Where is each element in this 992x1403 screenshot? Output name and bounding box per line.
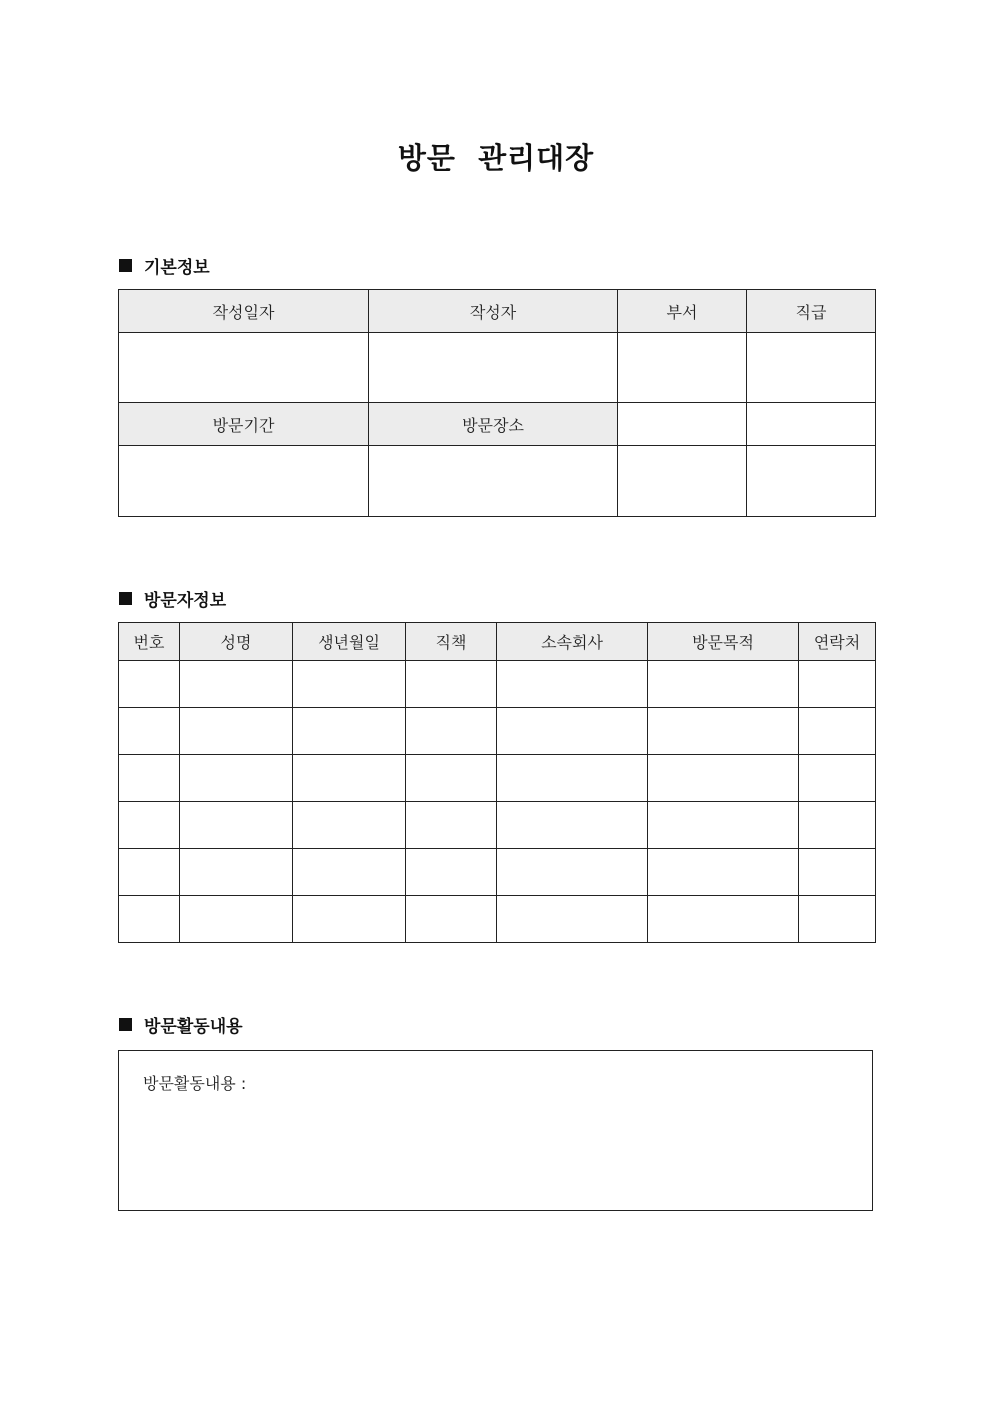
contact-header: 연락처	[799, 623, 876, 661]
number-header: 번호	[119, 623, 180, 661]
company-cell[interactable]	[497, 802, 648, 849]
visitor-info-heading-text: 방문자정보	[144, 590, 227, 611]
table-row	[119, 849, 876, 896]
purpose-cell[interactable]	[648, 661, 799, 708]
department-header: 부서	[618, 290, 747, 333]
number-cell[interactable]	[119, 755, 180, 802]
visit-header-row	[119, 403, 876, 446]
table-row	[119, 661, 876, 708]
square-bullet-icon	[119, 592, 132, 605]
visitor-info-table	[118, 622, 876, 943]
number-cell[interactable]	[119, 708, 180, 755]
position-cell[interactable]	[406, 896, 497, 943]
number-cell[interactable]	[119, 661, 180, 708]
rank-header: 직급	[747, 290, 876, 333]
activity-heading-text: 방문활동내용	[144, 1016, 243, 1037]
square-bullet-icon	[119, 259, 132, 272]
table-row	[119, 802, 876, 849]
birthdate-cell[interactable]	[293, 755, 406, 802]
number-cell[interactable]	[119, 896, 180, 943]
position-cell[interactable]	[406, 708, 497, 755]
number-cell[interactable]	[119, 849, 180, 896]
rank-cell[interactable]	[747, 333, 876, 403]
purpose-cell[interactable]	[648, 896, 799, 943]
birthdate-cell[interactable]	[293, 661, 406, 708]
name-cell[interactable]	[180, 755, 293, 802]
contact-cell[interactable]	[799, 802, 876, 849]
birthdate-cell[interactable]	[293, 849, 406, 896]
birthdate-cell[interactable]	[293, 802, 406, 849]
name-cell[interactable]	[180, 661, 293, 708]
visitor-header-row	[119, 623, 876, 661]
square-bullet-icon	[119, 1018, 132, 1031]
activity-content-label: 방문활동내용 :	[143, 1074, 247, 1093]
basic-info-header-row	[119, 290, 876, 333]
basic-info-value-row	[119, 333, 876, 403]
company-header: 소속회사	[497, 623, 648, 661]
visit-place-header: 방문장소	[369, 403, 618, 446]
empty-cell[interactable]	[618, 403, 747, 446]
table-row	[119, 896, 876, 943]
written-date-header: 작성일자	[119, 290, 369, 333]
author-header: 작성자	[369, 290, 618, 333]
written-date-cell[interactable]	[119, 333, 369, 403]
contact-cell[interactable]	[799, 708, 876, 755]
empty-cell[interactable]	[747, 446, 876, 517]
name-cell[interactable]	[180, 708, 293, 755]
purpose-header: 방문목적	[648, 623, 799, 661]
number-cell[interactable]	[119, 802, 180, 849]
table-row	[119, 755, 876, 802]
position-cell[interactable]	[406, 802, 497, 849]
activity-content-box[interactable]	[118, 1050, 873, 1211]
birthdate-cell[interactable]	[293, 708, 406, 755]
name-cell[interactable]	[180, 896, 293, 943]
department-cell[interactable]	[618, 333, 747, 403]
contact-cell[interactable]	[799, 661, 876, 708]
company-cell[interactable]	[497, 661, 648, 708]
empty-cell[interactable]	[618, 446, 747, 517]
contact-cell[interactable]	[799, 849, 876, 896]
contact-cell[interactable]	[799, 896, 876, 943]
position-cell[interactable]	[406, 755, 497, 802]
name-cell[interactable]	[180, 849, 293, 896]
purpose-cell[interactable]	[648, 849, 799, 896]
contact-cell[interactable]	[799, 755, 876, 802]
company-cell[interactable]	[497, 708, 648, 755]
visit-place-cell[interactable]	[369, 446, 618, 517]
position-cell[interactable]	[406, 661, 497, 708]
visit-value-row	[119, 446, 876, 517]
visitor-info-heading	[119, 587, 226, 609]
company-cell[interactable]	[497, 755, 648, 802]
name-cell[interactable]	[180, 802, 293, 849]
birthdate-header: 생년월일	[293, 623, 406, 661]
purpose-cell[interactable]	[648, 755, 799, 802]
position-header: 직책	[406, 623, 497, 661]
basic-info-table	[118, 289, 876, 517]
name-header: 성명	[180, 623, 293, 661]
company-cell[interactable]	[497, 849, 648, 896]
empty-cell[interactable]	[747, 403, 876, 446]
birthdate-cell[interactable]	[293, 896, 406, 943]
visit-period-header: 방문기간	[119, 403, 369, 446]
position-cell[interactable]	[406, 849, 497, 896]
basic-info-heading	[119, 254, 210, 276]
visit-period-cell[interactable]	[119, 446, 369, 517]
author-cell[interactable]	[369, 333, 618, 403]
purpose-cell[interactable]	[648, 708, 799, 755]
activity-heading	[119, 1013, 243, 1035]
basic-info-heading-text: 기본정보	[144, 257, 210, 278]
page-title: 방문 관리대장	[397, 141, 595, 175]
purpose-cell[interactable]	[648, 802, 799, 849]
table-row	[119, 708, 876, 755]
company-cell[interactable]	[497, 896, 648, 943]
